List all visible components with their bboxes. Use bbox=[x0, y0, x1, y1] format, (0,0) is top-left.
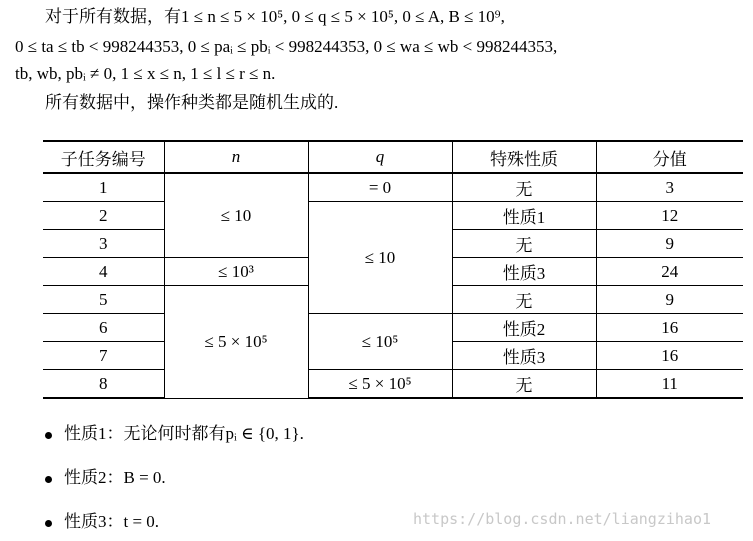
subtask-id: 6 bbox=[43, 314, 164, 342]
subtask-id: 2 bbox=[43, 202, 164, 230]
subtask-table bbox=[43, 140, 743, 399]
q-range: = 0 bbox=[308, 173, 452, 202]
property: 无 bbox=[452, 230, 596, 258]
bullet-icon bbox=[45, 476, 52, 483]
header-score: 分值 bbox=[596, 141, 743, 173]
q-range: ≤ 5 × 10⁵ bbox=[308, 370, 452, 399]
q-range: ≤ 10⁵ bbox=[308, 314, 452, 370]
score: 11 bbox=[596, 370, 743, 399]
score: 3 bbox=[596, 173, 743, 202]
subtask-id: 5 bbox=[43, 286, 164, 314]
property-note-3 bbox=[45, 511, 159, 533]
property-note-2 bbox=[45, 467, 166, 489]
subtask-id: 8 bbox=[43, 370, 164, 399]
n-range: ≤ 10 bbox=[164, 173, 308, 258]
table-header-row bbox=[43, 141, 743, 173]
property: 无 bbox=[452, 370, 596, 399]
header-q: q bbox=[308, 141, 452, 173]
table-row bbox=[43, 202, 743, 230]
score: 24 bbox=[596, 258, 743, 286]
n-range: ≤ 5 × 10⁵ bbox=[164, 286, 308, 399]
constraint-line-1: 对于所有数据，有1 ≤ n ≤ 5 × 10⁵, 0 ≤ q ≤ 5 × 10⁵, 0 ≤ A, B ≤ 10⁹, bbox=[45, 7, 505, 26]
header-subtask: 子任务编号 bbox=[43, 141, 164, 173]
score: 9 bbox=[596, 230, 743, 258]
q-range: ≤ 10 bbox=[308, 202, 452, 314]
property-note-1 bbox=[45, 423, 304, 445]
property: 无 bbox=[452, 286, 596, 314]
table-row bbox=[43, 173, 743, 202]
subtask-id: 3 bbox=[43, 230, 164, 258]
score: 12 bbox=[596, 202, 743, 230]
constraint-line-2: 0 ≤ ta ≤ tb < 998244353, 0 ≤ paᵢ ≤ pbᵢ < 998244353, 0 ≤ wa ≤ wb < 998244353, bbox=[15, 37, 558, 56]
property: 性质3 bbox=[452, 258, 596, 286]
constraint-line-4: 所有数据中，操作种类都是随机生成的. bbox=[45, 93, 339, 112]
property: 性质2 bbox=[452, 314, 596, 342]
subtask-id: 7 bbox=[43, 342, 164, 370]
table-row bbox=[43, 370, 743, 399]
property: 性质3 bbox=[452, 342, 596, 370]
header-n: n bbox=[164, 141, 308, 173]
property: 性质1 bbox=[452, 202, 596, 230]
watermark: https://blog.csdn.net/liangzihao1 bbox=[413, 510, 712, 528]
bullet-icon bbox=[45, 432, 52, 439]
score: 9 bbox=[596, 286, 743, 314]
table-row bbox=[43, 314, 743, 342]
property: 无 bbox=[452, 173, 596, 202]
subtask-id: 4 bbox=[43, 258, 164, 286]
property-note-text: 性质2：B = 0. bbox=[64, 468, 166, 487]
header-property: 特殊性质 bbox=[452, 141, 596, 173]
n-range: ≤ 10³ bbox=[164, 258, 308, 286]
constraint-line-3: tb, wb, pbᵢ ≠ 0, 1 ≤ x ≤ n, 1 ≤ l ≤ r ≤ n. bbox=[15, 64, 276, 83]
score: 16 bbox=[596, 314, 743, 342]
bullet-icon bbox=[45, 520, 52, 527]
subtask-id: 1 bbox=[43, 173, 164, 202]
property-note-text: 性质3：t = 0. bbox=[64, 512, 160, 531]
property-note-text: 性质1：无论何时都有pᵢ ∈ {0, 1}. bbox=[64, 424, 304, 443]
score: 16 bbox=[596, 342, 743, 370]
